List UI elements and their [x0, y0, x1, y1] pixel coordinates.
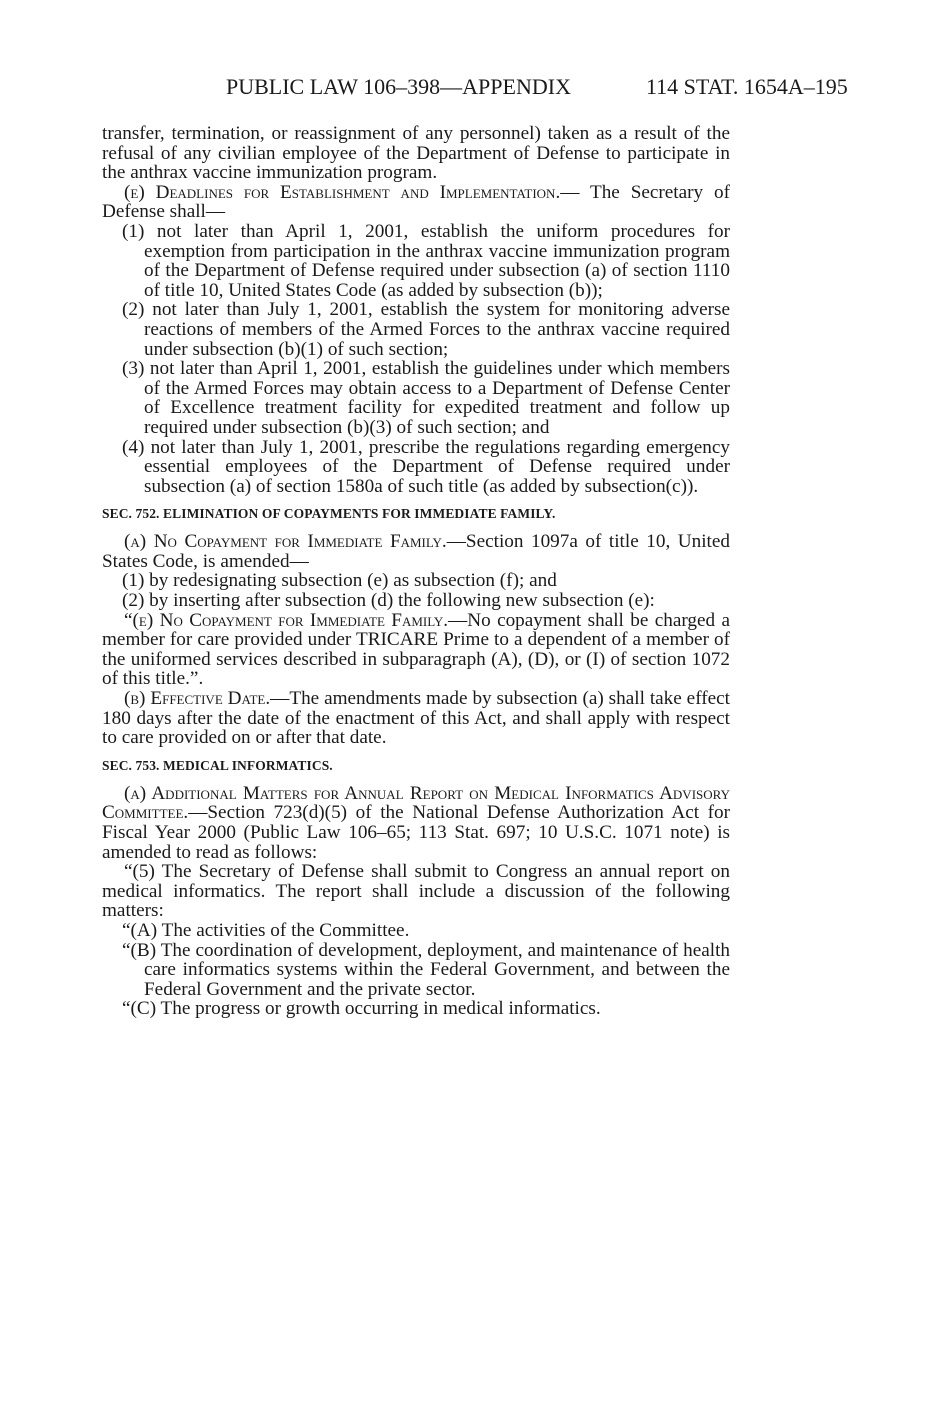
quoted-item-a: “(A) The activities of the Committee. [122, 919, 410, 941]
quoted-heading: “(e) No Copayment for Immediate Family.— [124, 609, 468, 631]
statute-page-number: 114 STAT. 1654A–195 [646, 74, 848, 99]
subsection-text: The Secretary of Defense shall— [102, 181, 731, 223]
subsection-heading: (a) Additional Matters for Annual Report on Medical Informatics Advisory Committee.— [102, 782, 730, 824]
list-item: (3) not later than April 1, 2001, establish the guidelines under which members of the Armed Forces may obtain access to a Department of Defense Center of Excellence treatment facility for expedited treatment and follow up required under subsection (b)(3) of such section; and [122, 358, 730, 438]
subsection-b-752 [102, 689, 730, 748]
quoted-paragraph-5: “(5) The Secretary of Defense shall submit to Congress an annual report on medical informatics. The report shall include a discussion of the following matters: [102, 861, 730, 922]
subsection-text: Section 1097a of title 10, United States Code, is amended— [102, 531, 730, 572]
quoted-text: No copayment shall be charged a member for care provided under TRICARE Prime to a dependent of a member of the uniformed services described in subparagraph (A), (D), or (I) of section 1072 of this title.”. [102, 609, 730, 690]
subsection-a-752 [102, 532, 730, 571]
list-item: (4) not later than July 1, 2001, prescribe the regulations regarding emergency essential employees of the Department of Defense required under subsection (a) of section 1580a of such title (as added by subsection(c)). [122, 436, 730, 497]
list-item: (2) by inserting after subsection (d) the following new subsection (e): [122, 590, 655, 612]
quoted-subsection-e [102, 611, 730, 689]
quoted-item-c: “(C) The progress or growth occurring in medical informatics. [122, 998, 601, 1020]
subsection-text: Section 723(d)(5) of the National Defense Authorization Act for Fiscal Year 2000 (Public Law 106–65; 113 Stat. 697; 10 U.S.C. 1071 note) is amended to read as follows: [102, 802, 730, 863]
subsection-heading: (b) Effective Date.— [124, 688, 290, 710]
paragraph-continuation [102, 124, 730, 183]
list-item: (2) not later than July 1, 2001, establish the system for monitoring adverse reactions of members of the Armed Forces to the anthrax vaccine required under subsection (b)(1) of such section; [122, 299, 730, 360]
list-item: (1) not later than April 1, 2001, establish the uniform procedures for exemption from participation in the anthrax vaccine immunization program of the Department of Defense required under subsection (a) of section 1110 of title 10, United States Code (as added by subsection (b)); [122, 220, 730, 301]
quoted-item-b: “(B) The coordination of development, deployment, and maintenance of health care informatics systems within the Federal Government, and between the Federal Government and the private sector. [122, 939, 730, 1000]
subsection-a-753 [102, 784, 730, 862]
section-heading-753: SEC. 753. MEDICAL INFORMATICS. [102, 757, 333, 773]
subsection-text: The amendments made by subsection (a) shall take effect 180 days after the date of the enactment of this Act, and shall apply with respect to care provided on or after that date. [102, 688, 730, 749]
list-item: (1) by redesignating subsection (e) as subsection (f); and [122, 570, 557, 592]
paragraph-text: transfer, termination, or reassignment of any personnel) taken as a result of the refusal of any civilian employee of the Department of Defense to participate in the anthrax vaccine immunization program. [102, 123, 730, 184]
section-heading-752: SEC. 752. ELIMINATION OF COPAYMENTS FOR IMMEDIATE FAMILY. [102, 506, 556, 522]
subsection-e [102, 183, 730, 222]
subsection-heading: (a) No Copayment for Immediate Family.— [124, 531, 466, 553]
subsection-heading: (e) Deadlines for Establishment and Implementation.— [124, 181, 580, 203]
running-head-title: PUBLIC LAW 106–398—APPENDIX [226, 74, 571, 99]
document-body [102, 124, 730, 1019]
